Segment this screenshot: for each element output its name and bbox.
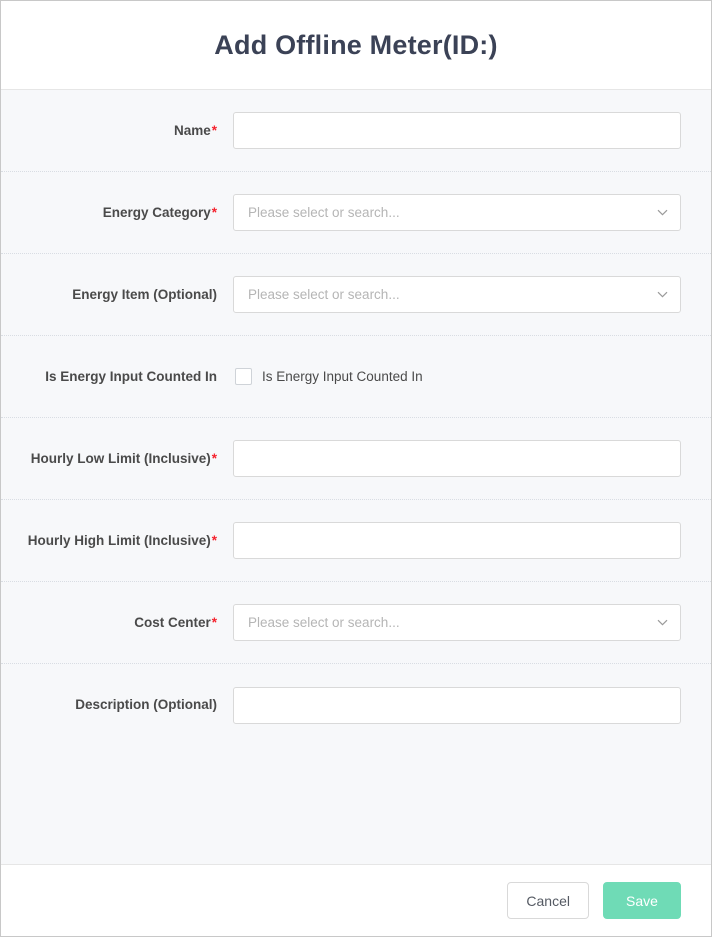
label-energy-category-text: Energy Category [102, 204, 211, 220]
label-energy-category [1, 203, 233, 223]
form-row-description [1, 664, 711, 746]
save-button[interactable]: Save [603, 882, 681, 919]
label-hourly-low-limit-text: Hourly Low Limit (Inclusive) [30, 450, 211, 466]
cancel-button[interactable]: Cancel [507, 882, 589, 919]
form-row-hourly-low-limit [1, 418, 711, 500]
is-energy-input-counted-in-checkbox[interactable] [235, 368, 252, 385]
description-input[interactable] [233, 687, 681, 724]
energy-item-select[interactable] [233, 276, 681, 313]
energy-item-select-value: Please select or search... [248, 287, 400, 302]
form-row-cost-center [1, 582, 711, 664]
required-marker-hourly-high-limit: * [211, 532, 217, 548]
cost-center-select[interactable] [233, 604, 681, 641]
energy-category-select[interactable] [233, 194, 681, 231]
label-description: Description (Optional) [75, 697, 217, 713]
label-name [1, 121, 233, 141]
chevron-down-icon [656, 617, 668, 629]
dialog-header [1, 1, 711, 90]
energy-category-select-value: Please select or search... [248, 205, 400, 220]
label-hourly-low-limit [1, 449, 233, 469]
label-energy-item: Energy Item (Optional) [72, 286, 217, 302]
label-hourly-high-limit-text: Hourly High Limit (Inclusive) [27, 532, 211, 548]
label-is-energy-input-counted-in: Is Energy Input Counted In [45, 368, 217, 384]
chevron-down-icon [656, 289, 668, 301]
control-hourly-high-limit [233, 522, 711, 559]
control-energy-item [233, 276, 711, 313]
form-row-is-energy-input-counted-in [1, 336, 711, 418]
control-energy-category [233, 194, 711, 231]
cost-center-select-value: Please select or search... [248, 615, 400, 630]
page-title: Add Offline Meter(ID:) [214, 29, 498, 60]
control-description [233, 687, 711, 724]
label-hourly-high-limit [1, 531, 233, 551]
name-input[interactable] [233, 112, 681, 149]
form-row-hourly-high-limit [1, 500, 711, 582]
label-cost-center-text: Cost Center [134, 614, 211, 630]
required-marker-name: * [211, 122, 217, 138]
required-marker-hourly-low-limit: * [211, 450, 217, 466]
control-cost-center [233, 604, 711, 641]
required-marker-energy-category: * [211, 204, 217, 220]
form-row-energy-category [1, 172, 711, 254]
form-row-energy-item [1, 254, 711, 336]
is-energy-input-counted-in-checkbox-wrap[interactable] [233, 368, 681, 385]
label-name-text: Name [173, 122, 211, 138]
hourly-low-limit-input[interactable] [233, 440, 681, 477]
hourly-high-limit-input[interactable] [233, 522, 681, 559]
required-marker-cost-center: * [211, 614, 217, 630]
form-row-name [1, 90, 711, 172]
control-name [233, 112, 711, 149]
label-cost-center [1, 613, 233, 633]
chevron-down-icon [656, 207, 668, 219]
control-hourly-low-limit [233, 440, 711, 477]
is-energy-input-counted-in-checkbox-label: Is Energy Input Counted In [262, 369, 423, 384]
dialog-footer [1, 864, 711, 936]
control-is-energy-input-counted-in [233, 368, 711, 385]
dialog-body [1, 90, 711, 864]
